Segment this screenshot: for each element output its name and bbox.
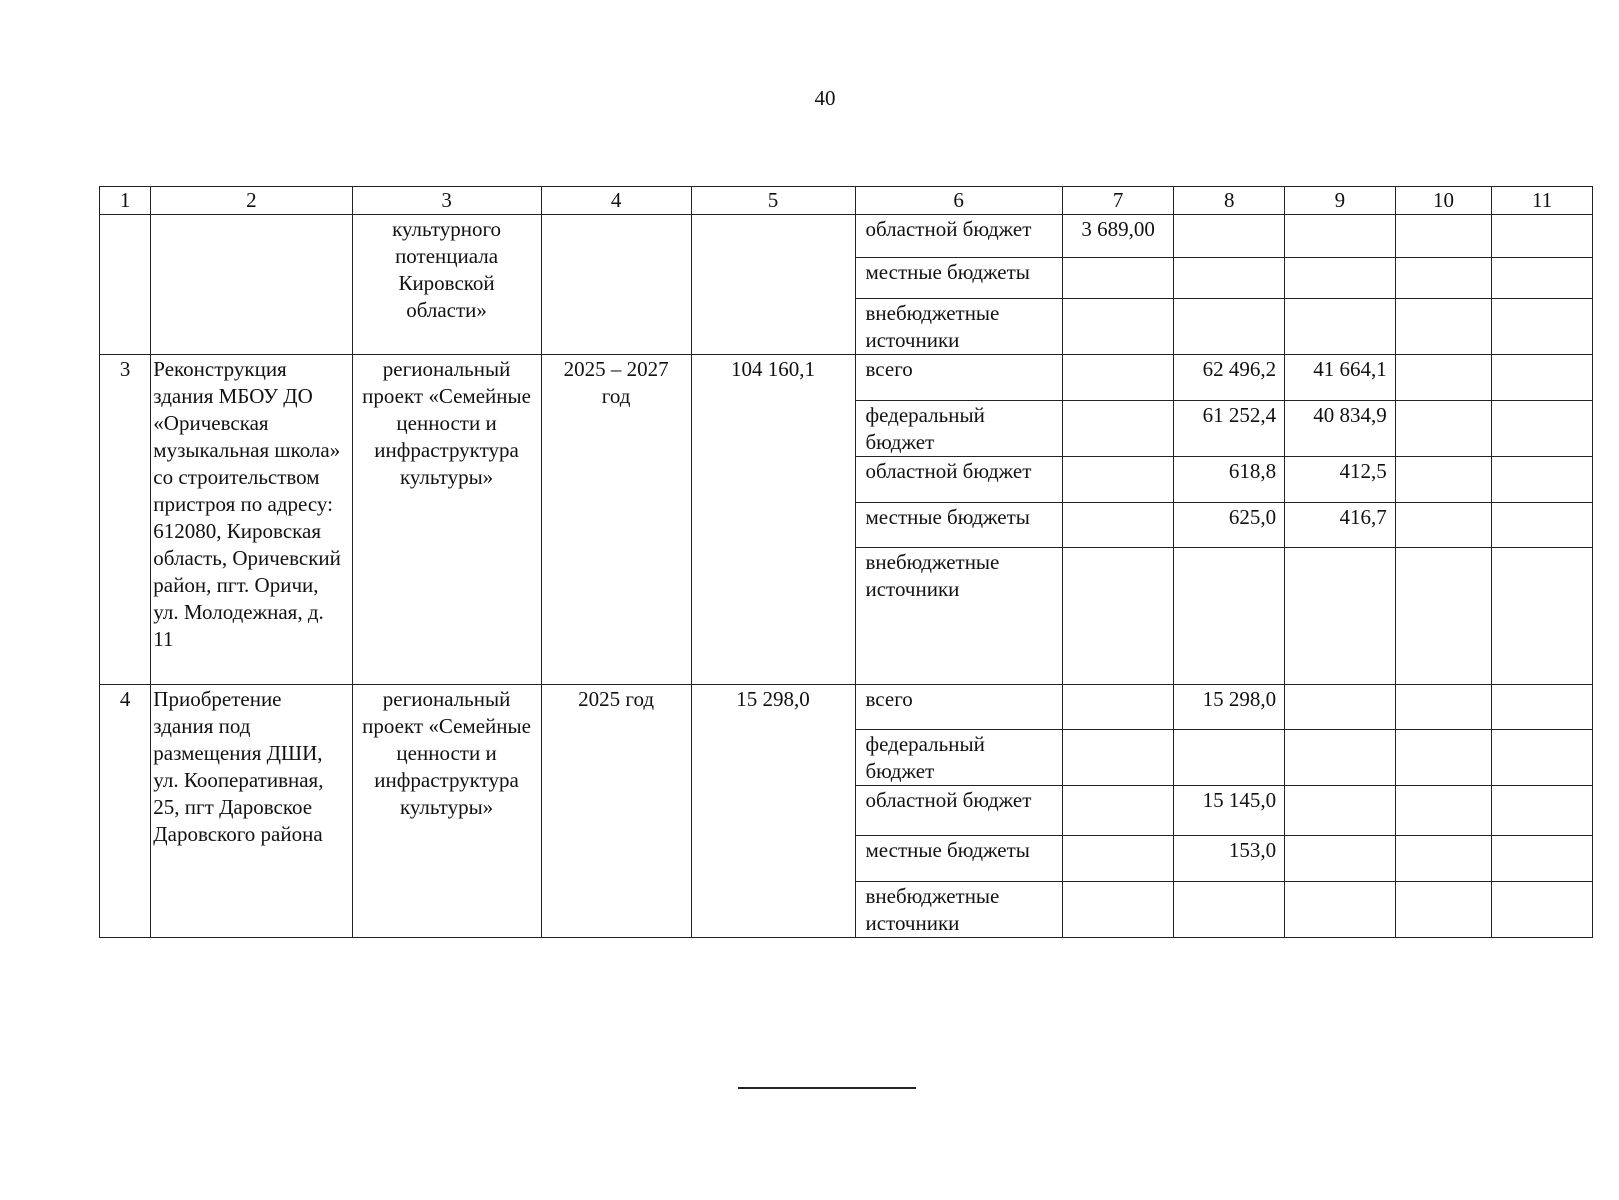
source-cell: областной бюджет bbox=[855, 457, 1062, 503]
value-cell bbox=[1395, 882, 1492, 938]
source-cell: всего bbox=[855, 355, 1062, 401]
value-cell: 618,8 bbox=[1174, 457, 1285, 503]
value-cell bbox=[1174, 882, 1285, 938]
header-cell: 6 bbox=[855, 187, 1062, 215]
value-cell bbox=[1395, 548, 1492, 685]
value-cell bbox=[1395, 299, 1492, 355]
name-cell: Приобретение здания под размещения ДШИ, ул. Кооперативная, 25, пгт Даровское Даровского района bbox=[151, 685, 352, 938]
value-cell bbox=[1492, 401, 1593, 457]
value-cell bbox=[1492, 548, 1593, 685]
value-cell: 3 689,00 bbox=[1062, 215, 1174, 258]
num-cell: 3 bbox=[100, 355, 151, 685]
value-cell bbox=[1062, 836, 1174, 882]
value-cell bbox=[1492, 355, 1593, 401]
name-cell bbox=[151, 215, 352, 355]
value-cell bbox=[1062, 882, 1174, 938]
value-cell bbox=[1395, 730, 1492, 786]
value-cell bbox=[1492, 258, 1593, 299]
value-cell bbox=[1395, 401, 1492, 457]
project-cell: культурного потенциала Кировской области» bbox=[352, 215, 541, 355]
value-cell: 15 145,0 bbox=[1174, 786, 1285, 836]
value-cell: 40 834,9 bbox=[1285, 401, 1396, 457]
value-cell: 41 664,1 bbox=[1285, 355, 1396, 401]
value-cell: 625,0 bbox=[1174, 503, 1285, 548]
total-cell: 104 160,1 bbox=[691, 355, 855, 685]
value-cell bbox=[1492, 730, 1593, 786]
value-cell bbox=[1285, 882, 1396, 938]
table-row bbox=[100, 355, 1593, 401]
header-cell: 9 bbox=[1285, 187, 1396, 215]
value-cell bbox=[1395, 355, 1492, 401]
value-cell bbox=[1285, 786, 1396, 836]
source-cell: местные бюджеты bbox=[855, 258, 1062, 299]
value-cell bbox=[1395, 786, 1492, 836]
header-cell: 4 bbox=[541, 187, 691, 215]
header-cell: 7 bbox=[1062, 187, 1174, 215]
value-cell bbox=[1062, 401, 1174, 457]
value-cell bbox=[1174, 258, 1285, 299]
header-row bbox=[100, 187, 1593, 215]
value-cell bbox=[1285, 836, 1396, 882]
source-cell: внебюджетные источники bbox=[855, 882, 1062, 938]
value-cell bbox=[1395, 457, 1492, 503]
header-cell: 1 bbox=[100, 187, 151, 215]
value-cell: 412,5 bbox=[1285, 457, 1396, 503]
value-cell bbox=[1062, 258, 1174, 299]
header-cell: 5 bbox=[691, 187, 855, 215]
value-cell bbox=[1395, 685, 1492, 730]
value-cell bbox=[1492, 503, 1593, 548]
value-cell bbox=[1062, 355, 1174, 401]
header-cell: 2 bbox=[151, 187, 352, 215]
source-cell: внебюджетные источники bbox=[855, 548, 1062, 685]
value-cell bbox=[1285, 299, 1396, 355]
value-cell bbox=[1285, 258, 1396, 299]
source-cell: внебюджетные источники bbox=[855, 299, 1062, 355]
source-cell: всего bbox=[855, 685, 1062, 730]
value-cell bbox=[1395, 836, 1492, 882]
period-cell: 2025 год bbox=[541, 685, 691, 938]
value-cell bbox=[1492, 457, 1593, 503]
value-cell bbox=[1062, 457, 1174, 503]
total-cell: 15 298,0 bbox=[691, 685, 855, 938]
table-row bbox=[100, 215, 1593, 258]
closing-divider bbox=[738, 1087, 916, 1089]
value-cell bbox=[1395, 503, 1492, 548]
source-cell: федеральный бюджет bbox=[855, 730, 1062, 786]
value-cell bbox=[1492, 685, 1593, 730]
num-cell bbox=[100, 215, 151, 355]
period-cell: 2025 – 2027 год bbox=[541, 355, 691, 685]
value-cell bbox=[1062, 299, 1174, 355]
value-cell bbox=[1492, 299, 1593, 355]
value-cell bbox=[1492, 786, 1593, 836]
num-cell: 4 bbox=[100, 685, 151, 938]
value-cell bbox=[1174, 299, 1285, 355]
value-cell bbox=[1062, 503, 1174, 548]
total-cell bbox=[691, 215, 855, 355]
source-cell: местные бюджеты bbox=[855, 836, 1062, 882]
source-cell: областной бюджет bbox=[855, 215, 1062, 258]
period-cell bbox=[541, 215, 691, 355]
budget-table bbox=[99, 186, 1593, 938]
header-cell: 10 bbox=[1395, 187, 1492, 215]
page-number: 40 bbox=[814, 86, 836, 110]
header-cell: 3 bbox=[352, 187, 541, 215]
project-cell: региональный проект «Семейные ценности и инфраструктура культуры» bbox=[352, 685, 541, 938]
header-cell: 11 bbox=[1492, 187, 1593, 215]
table-row bbox=[100, 685, 1593, 730]
source-cell: федеральный бюджет bbox=[855, 401, 1062, 457]
value-cell bbox=[1174, 215, 1285, 258]
value-cell bbox=[1395, 258, 1492, 299]
value-cell bbox=[1062, 548, 1174, 685]
value-cell bbox=[1395, 215, 1492, 258]
value-cell bbox=[1285, 215, 1396, 258]
value-cell bbox=[1062, 730, 1174, 786]
value-cell bbox=[1285, 730, 1396, 786]
value-cell bbox=[1285, 548, 1396, 685]
value-cell bbox=[1285, 685, 1396, 730]
value-cell bbox=[1062, 786, 1174, 836]
name-cell: Реконструкция здания МБОУ ДО «Оричевская музыкальная школа» со строительством пристроя по адресу: 612080, Кировская область, Оричевский район, пгт. Оричи, ул. Молодежная, д. 11 bbox=[151, 355, 352, 685]
value-cell: 15 298,0 bbox=[1174, 685, 1285, 730]
value-cell bbox=[1174, 730, 1285, 786]
value-cell bbox=[1062, 685, 1174, 730]
project-cell: региональный проект «Семейные ценности и инфраструктура культуры» bbox=[352, 355, 541, 685]
value-cell: 416,7 bbox=[1285, 503, 1396, 548]
header-cell: 8 bbox=[1174, 187, 1285, 215]
value-cell bbox=[1492, 882, 1593, 938]
value-cell bbox=[1492, 836, 1593, 882]
source-cell: областной бюджет bbox=[855, 786, 1062, 836]
source-cell: местные бюджеты bbox=[855, 503, 1062, 548]
value-cell: 153,0 bbox=[1174, 836, 1285, 882]
value-cell: 61 252,4 bbox=[1174, 401, 1285, 457]
value-cell bbox=[1492, 215, 1593, 258]
value-cell bbox=[1174, 548, 1285, 685]
value-cell: 62 496,2 bbox=[1174, 355, 1285, 401]
